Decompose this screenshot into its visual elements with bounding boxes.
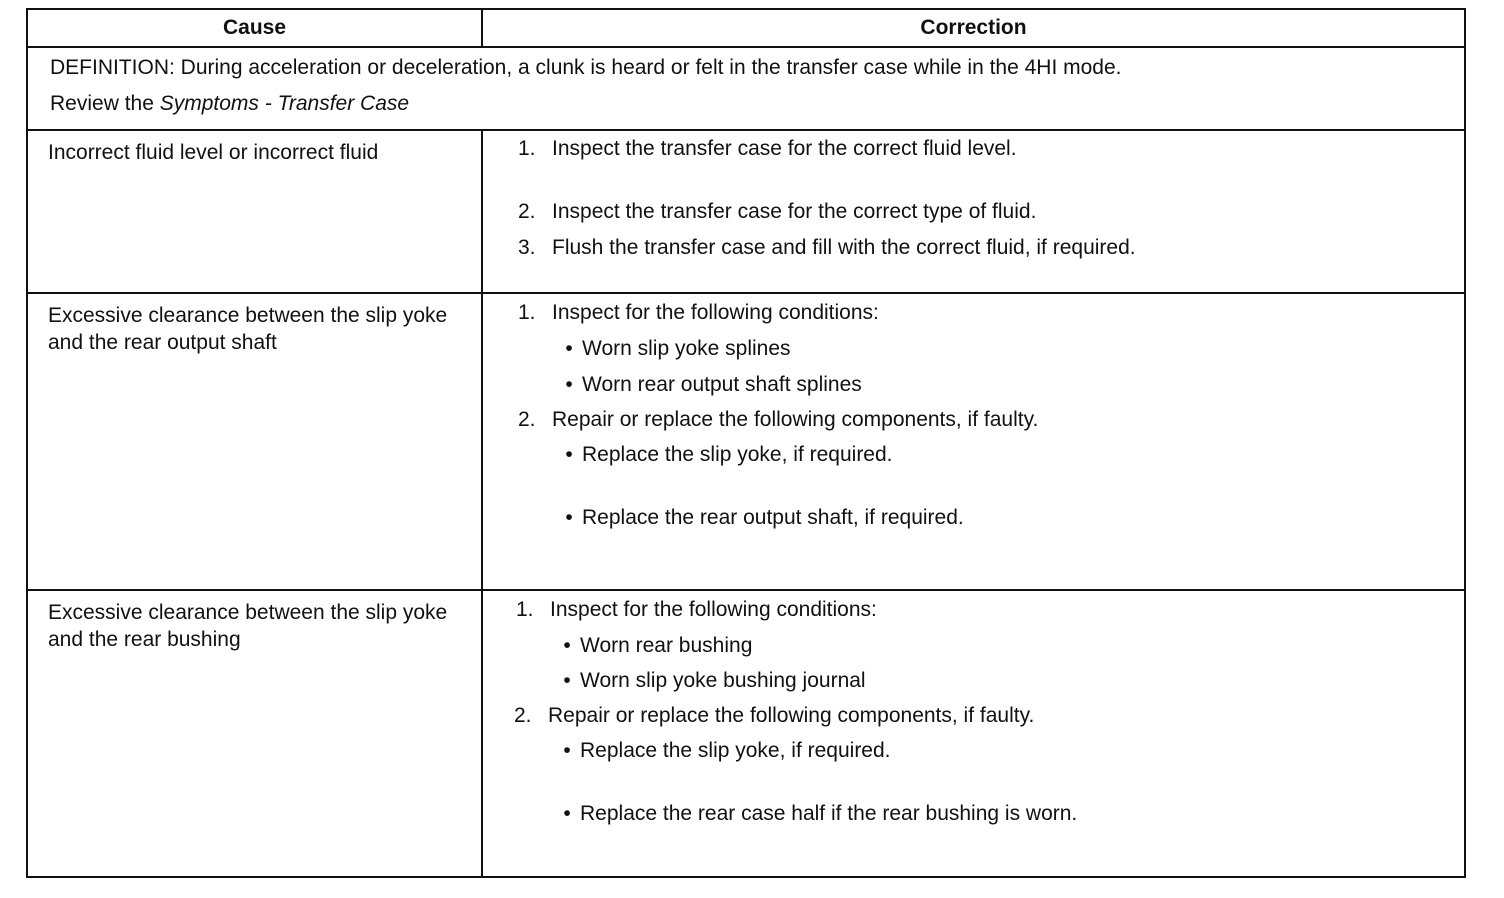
table-row [28, 131, 1464, 294]
review-prefix: Review the [50, 92, 160, 115]
bullet-item: • Replace the rear output shaft, if required. [565, 506, 964, 529]
symptoms-reference: Symptoms - Transfer Case [159, 92, 410, 115]
cause-text: Excessive clearance between the slip yoke and the rear output shaft [48, 304, 448, 354]
step-item: 1. Inspect for the following conditions: [516, 598, 877, 621]
table-row [28, 294, 1464, 591]
bullet-item: • Worn slip yoke bushing journal [563, 669, 866, 692]
cause-cell [28, 131, 483, 292]
cause-cell [28, 591, 483, 876]
cause-text: Excessive clearance between the slip yoke and the rear bushing [48, 601, 448, 651]
header-cause: Cause [222, 16, 287, 39]
bullet-item: • Replace the rear case half if the rear bushing is worn. [563, 802, 1078, 825]
cause-cell [28, 294, 483, 589]
header-correction-cell [483, 10, 1464, 46]
bullet-item: • Replace the slip yoke, if required. [565, 443, 893, 466]
step-item: 2. Inspect the transfer case for the correct type of fluid. [518, 200, 1037, 223]
step-item: 1. Inspect for the following conditions: [518, 301, 879, 324]
header-cause-cell [28, 10, 483, 46]
step-item: 2. Repair or replace the following components, if faulty. [514, 704, 1035, 727]
bullet-item: • Replace the slip yoke, if required. [563, 739, 891, 762]
bullet-item: • Worn slip yoke splines [565, 337, 791, 360]
bullet-item: • Worn rear bushing [563, 634, 753, 657]
diagnosis-table [26, 8, 1466, 878]
table-row [28, 591, 1464, 876]
correction-cell [483, 131, 1464, 292]
correction-cell [483, 591, 1464, 876]
definition-text: DEFINITION: During acceleration or deceleration, a clunk is heard or felt in the transfer case while in the 4HI mode. [50, 56, 1122, 79]
table-header-row [28, 10, 1464, 48]
bullet-item: • Worn rear output shaft splines [565, 373, 862, 396]
cause-text: Incorrect fluid level or incorrect fluid [48, 141, 379, 164]
step-item: 2. Repair or replace the following components, if faulty. [518, 408, 1039, 431]
step-item: 1. Inspect the transfer case for the correct fluid level. [518, 137, 1017, 160]
step-item: 3. Flush the transfer case and fill with the correct fluid, if required. [518, 236, 1136, 259]
header-correction: Correction [920, 16, 1027, 39]
definition-row [28, 48, 1464, 131]
review-line [50, 92, 409, 116]
correction-cell [483, 294, 1464, 589]
